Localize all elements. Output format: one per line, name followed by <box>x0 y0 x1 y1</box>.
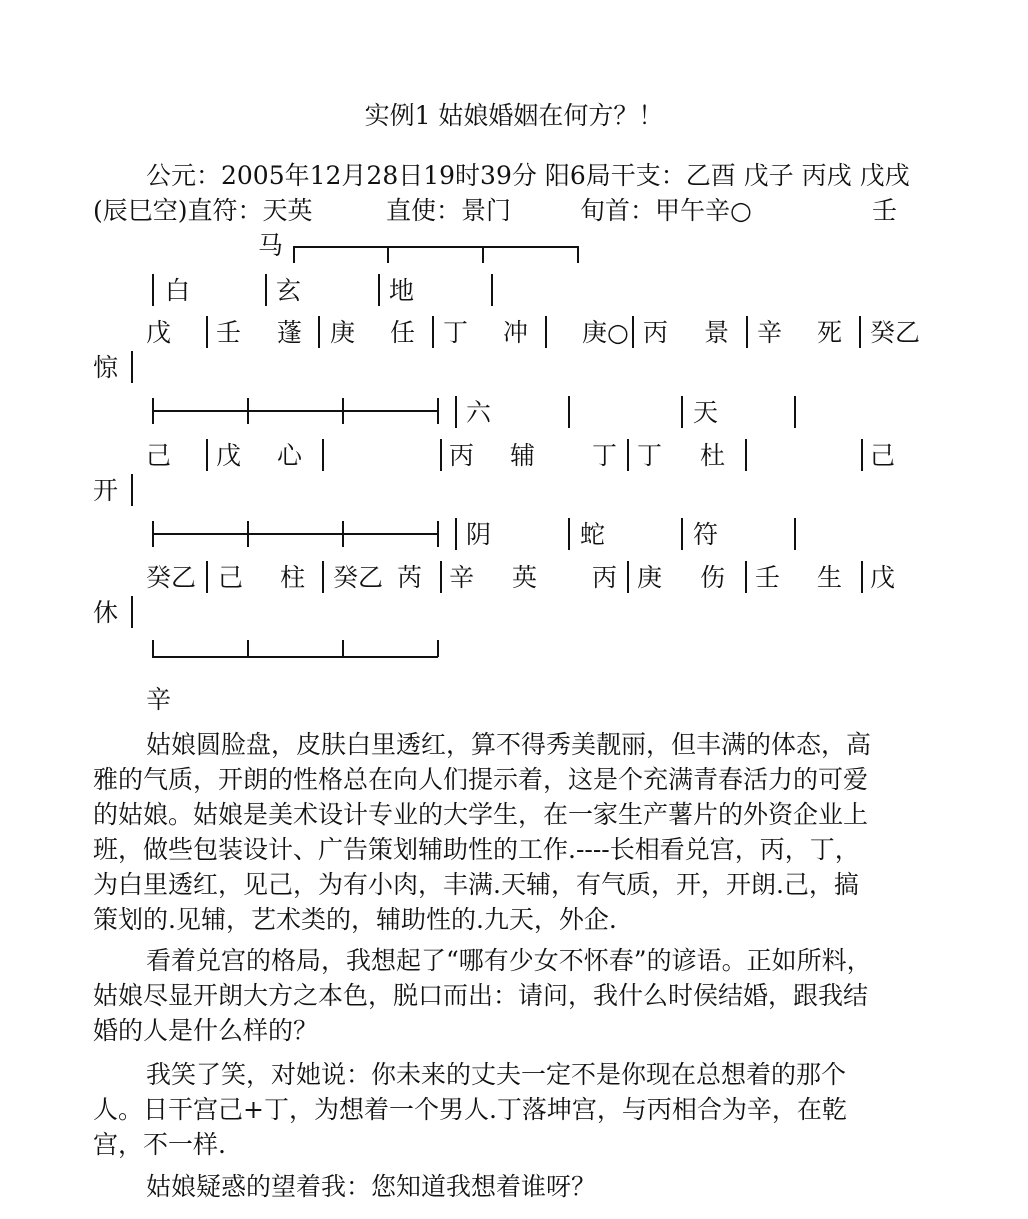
cell-divider <box>568 518 570 550</box>
star-label: 柱 <box>280 563 306 592</box>
stem-label: 己 <box>870 441 896 470</box>
stem-label: 戊 <box>146 318 172 347</box>
star-label: 芮 <box>397 563 423 592</box>
text-line: 看着兑宫的格局，我想起了“哪有少女不怀春”的谚语。正如所料， <box>146 946 872 975</box>
cell-divider <box>432 316 434 348</box>
cell-divider <box>322 439 324 471</box>
door-label: 开 <box>93 476 119 505</box>
door-label: 惊 <box>93 353 119 382</box>
text-line: 婚的人是什么样的？ <box>93 1016 319 1045</box>
cell-divider <box>455 396 457 428</box>
stem-label: 辛 <box>449 563 475 592</box>
stem-label: 丙 <box>592 563 618 592</box>
cell-divider <box>131 351 133 383</box>
cell-divider <box>632 316 634 348</box>
door-label: 伤 <box>700 563 726 592</box>
cell-divider <box>745 439 747 471</box>
god-label: 地 <box>389 276 415 305</box>
stem-label: 己 <box>218 563 244 592</box>
god-label: 蛇 <box>580 520 606 549</box>
paragraph-1 <box>93 727 923 937</box>
text-line: 姑娘尽显开朗大方之本色，脱口而出：请问，我什么时侯结婚，跟我结 <box>93 981 869 1010</box>
datetime-ganzhi-line: 公元：2005年12月28日19时39分 阳6局干支：乙酉 戊子 丙戌 戊戌 <box>146 161 910 190</box>
cell-divider <box>491 274 493 306</box>
cell-divider <box>437 398 439 424</box>
xunshou-label: 旬首：甲午辛○ <box>580 196 752 225</box>
chart-tick <box>152 640 154 657</box>
text-line: 的姑娘。姑娘是美术设计专业的大学生，在一家生产薯片的外资企业上 <box>93 800 869 829</box>
zhishi-label: 直使：景门 <box>386 196 512 225</box>
star-label: 蓬 <box>277 318 303 347</box>
text-line: 人。日干宫己+丁，为想着一个男人.丁落坤宫，与丙相合为辛，在乾 <box>93 1095 847 1124</box>
text-line: 为白里透红，见己，为有小肉，丰满.天辅，有气质，开，开朗.己，搞 <box>93 870 859 899</box>
text-line: 宫，不一样. <box>93 1130 226 1159</box>
stem-label: 庚 <box>637 563 663 592</box>
chart-tick <box>437 640 439 657</box>
chart-tick <box>387 246 389 263</box>
door-label: 休 <box>93 598 119 627</box>
cell-divider <box>440 561 442 593</box>
grid-separator <box>152 410 438 412</box>
text-line: 班，做些包装设计、广告策划辅助性的工作.----长相看兑宫，丙，丁， <box>93 835 860 864</box>
cell-divider <box>378 274 380 306</box>
stem-label: 辛 <box>757 318 783 347</box>
ren-marker: 壬 <box>872 196 898 225</box>
chart-tick <box>342 640 344 657</box>
cell-divider <box>440 439 442 471</box>
chart-bottom-border <box>152 656 438 658</box>
text-line: 姑娘疑惑的望着我：您知道我想着谁呀？ <box>146 1172 597 1201</box>
star-label: 冲 <box>503 318 529 347</box>
paragraph-2 <box>93 943 923 1048</box>
cell-divider <box>746 316 748 348</box>
god-label: 白 <box>165 276 191 305</box>
document-title: 实例1 姑娘婚姻在何方？！ <box>364 101 664 130</box>
door-label: 生 <box>817 563 843 592</box>
god-label: 符 <box>693 520 719 549</box>
cell-divider <box>861 561 863 593</box>
stem-label: 丙 <box>643 318 669 347</box>
stem-label: 己 <box>146 441 172 470</box>
cell-divider <box>206 439 208 471</box>
cell-divider <box>318 316 320 348</box>
cell-divider <box>342 521 344 547</box>
door-label: 景 <box>704 318 730 347</box>
stem-label: 庚 <box>330 318 356 347</box>
bottom-stem-label: 辛 <box>146 685 172 714</box>
chart-tick <box>482 246 484 263</box>
star-label: 任 <box>390 318 416 347</box>
cell-divider <box>247 521 249 547</box>
stem-label: 丁 <box>637 441 663 470</box>
cell-divider <box>265 274 267 306</box>
god-label: 六 <box>466 398 492 427</box>
cell-divider <box>681 396 683 428</box>
stem-label: 癸乙 <box>333 563 384 592</box>
cell-divider <box>681 518 683 550</box>
cell-divider <box>627 439 629 471</box>
star-label: 辅 <box>510 441 536 470</box>
text-line: 策划的.见辅，艺术类的，辅助性的.九天，外企. <box>93 905 617 934</box>
god-label: 阴 <box>466 520 492 549</box>
stem-label: 丙 <box>449 441 475 470</box>
cell-divider <box>794 396 796 428</box>
chart-tick <box>577 246 579 263</box>
text-line: 雅的气质，开朗的性格总在向人们提示着，这是个充满青春活力的可爱 <box>93 765 869 794</box>
chart-tick <box>293 246 295 263</box>
chart-top-border <box>293 246 578 248</box>
cell-divider <box>794 518 796 550</box>
chart-tick <box>247 640 249 657</box>
cell-divider <box>152 521 154 547</box>
cell-divider <box>545 316 547 348</box>
stem-label: 庚○ <box>582 318 629 347</box>
cell-divider <box>131 474 133 506</box>
god-label: 天 <box>693 398 719 427</box>
cell-divider <box>568 396 570 428</box>
cell-divider <box>627 561 629 593</box>
stem-label: 丁 <box>443 318 469 347</box>
star-label: 杜 <box>700 441 726 470</box>
cell-divider <box>206 561 208 593</box>
cell-divider <box>455 518 457 550</box>
grid-separator <box>152 533 438 535</box>
stem-label: 戊 <box>870 563 896 592</box>
star-label: 心 <box>277 441 303 470</box>
cell-divider <box>206 316 208 348</box>
zhifu-line: (辰巳空)直符：天英 <box>93 196 313 225</box>
text-line: 姑娘圆脸盘，皮肤白里透红，算不得秀美靓丽，但丰满的体态，高 <box>146 730 872 759</box>
cell-divider <box>859 316 861 348</box>
horse-marker: 马 <box>258 231 284 260</box>
stem-label: 癸乙 <box>146 563 197 592</box>
cell-divider <box>861 439 863 471</box>
door-label: 死 <box>817 318 843 347</box>
cell-divider <box>152 274 154 306</box>
god-label: 玄 <box>276 276 302 305</box>
cell-divider <box>437 521 439 547</box>
cell-divider <box>247 398 249 424</box>
stem-label: 戊 <box>216 441 242 470</box>
paragraph-4 <box>93 1169 923 1204</box>
cell-divider <box>745 561 747 593</box>
cell-divider <box>131 596 133 628</box>
cell-divider <box>152 398 154 424</box>
paragraph-3 <box>93 1057 923 1162</box>
star-label: 英 <box>512 563 538 592</box>
cell-divider <box>342 398 344 424</box>
stem-label: 壬 <box>216 318 242 347</box>
stem-label: 壬 <box>755 563 781 592</box>
text-line: 我笑了笑，对她说：你未来的丈夫一定不是你现在总想着的那个 <box>146 1060 847 1089</box>
stem-label: 丁 <box>592 441 618 470</box>
stem-label: 癸乙 <box>870 318 921 347</box>
cell-divider <box>322 561 324 593</box>
